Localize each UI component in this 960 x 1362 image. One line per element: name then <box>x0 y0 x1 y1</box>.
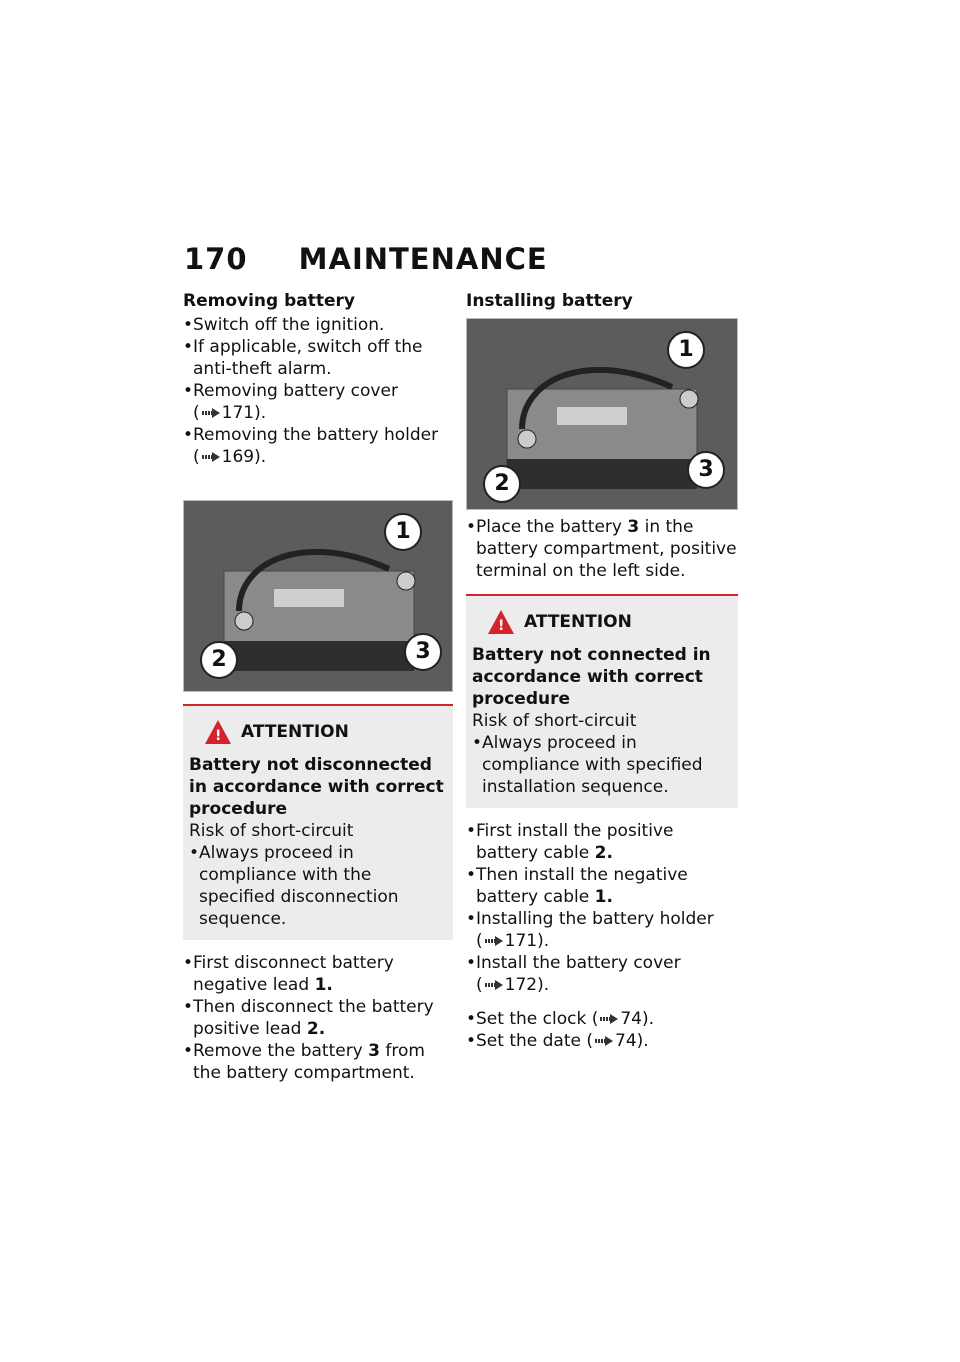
step-install-cover <box>466 952 738 996</box>
place-step <box>466 516 738 582</box>
page-number: 170 <box>184 242 248 276</box>
page-ref-number: 172). <box>504 975 550 995</box>
step-negative <box>183 952 453 996</box>
arrow-ref-icon <box>485 980 503 990</box>
step-holder <box>183 424 453 468</box>
callout-3: 3 <box>404 633 442 671</box>
attention-bullet: • Always proceed in compliance with specified installation sequence. <box>472 732 732 798</box>
arrow-ref-icon <box>202 408 220 418</box>
install-steps <box>466 820 738 996</box>
page-ref[interactable]: ( 171). <box>476 931 550 951</box>
attention-risk: Risk of short-circuit <box>189 821 354 841</box>
attention-risk: Risk of short-circuit <box>472 711 637 731</box>
step-text: First install the positive battery cable <box>476 821 674 863</box>
step-alarm: • If applicable, switch off the anti-theft alarm. <box>183 336 453 380</box>
item-ref: 1. <box>314 975 333 995</box>
step-ignition: • Switch off the ignition. <box>183 314 453 336</box>
page-ref[interactable]: ( 172). <box>476 975 550 995</box>
item-ref: 3 <box>368 1041 380 1061</box>
attention-list <box>189 842 447 930</box>
step-remove <box>183 1040 453 1084</box>
step-positive <box>183 996 453 1040</box>
page-ref[interactable] <box>593 1031 649 1051</box>
page-ref[interactable]: ( 169). <box>193 447 267 467</box>
right-column <box>466 290 738 1052</box>
step-text: Install the battery cover <box>476 953 681 973</box>
item-ref: 1. <box>594 887 613 907</box>
page-ref[interactable]: ( 171). <box>193 403 267 423</box>
attention-bullet: • Always proceed in compliance with the specified disconnection sequence. <box>189 842 447 930</box>
attention-list <box>472 732 732 798</box>
callout-2: 2 <box>200 641 238 679</box>
page-ref-number: 74). <box>615 1031 649 1051</box>
step-install-negative <box>466 864 738 908</box>
attention-label: ATTENTION <box>241 722 349 742</box>
arrow-ref-icon <box>595 1036 613 1046</box>
step-text: Place the battery <box>476 517 622 537</box>
step-text: Then disconnect the battery positive lead <box>193 997 434 1039</box>
arrow-ref-icon <box>202 452 220 462</box>
attention-title: Battery not connected in accordance with correct procedure <box>472 645 711 709</box>
attention-title: Battery not disconnected in accordance with correct procedure <box>189 755 444 819</box>
step-text: Remove the battery <box>193 1041 363 1061</box>
step-install-positive <box>466 820 738 864</box>
removing-heading: Removing battery <box>183 291 356 311</box>
step-place <box>466 516 738 582</box>
step-text: Set the date ( <box>476 1031 593 1051</box>
warning-icon <box>205 720 231 744</box>
attention-label: ATTENTION <box>524 612 632 632</box>
step-text-after: in the battery compartment, positive terminal on the left side. <box>476 517 737 581</box>
callout-3: 3 <box>687 451 725 489</box>
callout-2: 2 <box>483 465 521 503</box>
final-steps <box>466 1008 738 1052</box>
step-text: Set the clock ( <box>476 1009 599 1029</box>
step-text-after: from the battery compartment. <box>193 1041 425 1083</box>
attention-header <box>205 720 447 744</box>
arrow-ref-icon <box>600 1014 618 1024</box>
battery-removal-figure <box>183 500 453 692</box>
step-set-clock <box>466 1008 738 1030</box>
battery-install-figure <box>466 318 738 510</box>
step-cover <box>183 380 453 424</box>
step-text: First disconnect battery negative lead <box>193 953 394 995</box>
step-set-date <box>466 1030 738 1052</box>
page-header <box>184 242 548 276</box>
callout-1: 1 <box>384 513 422 551</box>
page-ref[interactable] <box>598 1009 654 1029</box>
page-ref-number: 171). <box>221 403 267 423</box>
disconnect-steps <box>183 952 453 1084</box>
attention-box <box>183 704 453 940</box>
page-ref-number: 171). <box>504 931 550 951</box>
step-install-holder <box>466 908 738 952</box>
left-column <box>183 290 453 1084</box>
section-title: MAINTENANCE <box>298 242 548 276</box>
installing-heading: Installing battery <box>466 291 633 311</box>
attention-box <box>466 594 738 808</box>
page-ref-number: 169). <box>221 447 267 467</box>
item-ref: 2. <box>594 843 613 863</box>
step-text: Installing the battery holder <box>476 909 714 929</box>
item-ref: 2. <box>306 1019 326 1039</box>
callout-1: 1 <box>667 331 705 369</box>
step-text: Then install the negative battery cable <box>476 865 688 907</box>
arrow-ref-icon <box>485 936 503 946</box>
step-holder-text: Removing the battery holder <box>193 425 439 445</box>
item-ref: 3 <box>627 517 640 537</box>
warning-icon <box>488 610 514 634</box>
removing-steps <box>183 314 453 468</box>
attention-header <box>488 610 732 634</box>
page-ref-number: 74). <box>620 1009 654 1029</box>
step-cover-text: Removing battery cover <box>193 381 398 401</box>
